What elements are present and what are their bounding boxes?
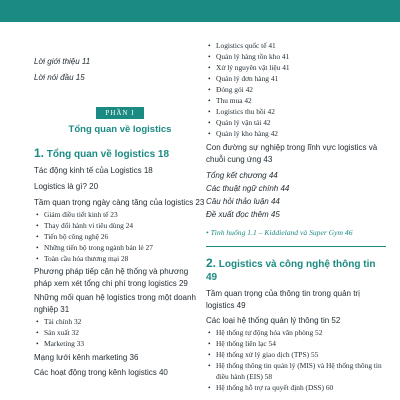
toc-entry-foreword: Lời giới thiệu 11 (34, 57, 91, 66)
toc-subentry: • Hệ thống thông tin quản lý (MIS) và Hệ thống thông tin điều hành (EIS) 58 (206, 360, 386, 382)
toc-subentry: • Đóng gói 42 (206, 84, 386, 95)
toc-subentry: • Thay đổi hành vi tiêu dùng 24 (34, 220, 206, 231)
toc-subentry: • Hệ thống tự động hóa văn phòng 52 (206, 327, 386, 338)
toc-subentry: • Sản xuất 32 (34, 327, 206, 338)
header-band (0, 0, 400, 22)
toc-subentry: • Quản lý kho hàng 42 (206, 128, 386, 139)
part-heading (34, 102, 206, 135)
toc-entry-summary: Tổng kết chương 44 (206, 171, 278, 180)
toc-entry: Tác động kinh tế của Logistics 18 (34, 166, 153, 175)
toc-subentry: • Quản lý hàng tồn kho 41 (206, 51, 386, 62)
toc-entry-readings: Đề xuất đọc thêm 45 (206, 210, 280, 219)
toc-entry: Tầm quan trọng ngày càng tăng của logistics 23 (34, 198, 205, 207)
toc-subentry: • Xử lý nguyên vật liệu 41 (206, 62, 386, 73)
toc-subentry: • Logistics quốc tế 41 (206, 40, 386, 51)
chapter-2-number: 2. (206, 256, 217, 270)
part-badge: PHẦN I (96, 107, 143, 119)
toc-subentry: • Quản lý đơn hàng 41 (206, 73, 386, 84)
toc-entry-key-terms: Các thuật ngữ chính 44 (206, 184, 290, 193)
divider (206, 246, 386, 247)
toc-subentry: • Giảm điều tiết kinh tế 23 (34, 209, 206, 220)
toc-entry: Tầm quan trọng của thông tin trong quản trị logistics 49 (206, 289, 360, 310)
toc-subentry: • Marketing 33 (34, 338, 206, 349)
chapter-1-heading (34, 147, 206, 161)
toc-subentry: • Quản lý vận tải 42 (206, 117, 386, 128)
chapter-2-heading (206, 257, 386, 284)
toc-entry: Logistics là gì? 20 (34, 182, 99, 191)
toc-subentry: • Thu mua 42 (206, 95, 386, 106)
toc-subentry: • Hệ thống hỗ trợ ra quyết định (DSS) 60 (206, 382, 386, 393)
toc-right-column (206, 40, 386, 393)
toc-entry-preface: Lời nói đầu 15 (34, 73, 85, 82)
toc-entry-questions: Câu hỏi thảo luận 44 (206, 197, 280, 206)
toc-subentry: • Toàn cầu hóa thương mại 28 (34, 253, 206, 264)
toc-subentry: • Tài chính 32 (34, 316, 206, 327)
case-bullet: • (206, 228, 211, 237)
toc-entry: Những mối quan hệ logistics trong một doanh nghiệp 31 (34, 293, 196, 314)
case-label: Tình huống 1.1 – Kiddieland và Super Gym 46 (210, 228, 353, 237)
toc-subentry: • Hệ thống liên lạc 54 (206, 338, 386, 349)
toc-entry: Mạng lưới kênh marketing 36 (34, 353, 139, 362)
toc-entry: Các hoạt động trong kênh logistics 40 (34, 368, 168, 377)
toc-left-column (34, 56, 206, 379)
toc-subentry: • Những tiến bộ trong ngành bán lẻ 27 (34, 242, 206, 253)
toc-entry: Phương pháp tiếp cận hệ thống và phương pháp xem xét tổng chi phí trong logistics 29 (34, 267, 189, 288)
toc-entry-case-study (206, 227, 386, 238)
toc-subentry: • Tiến bộ công nghệ 26 (34, 231, 206, 242)
chapter-1-title: Tổng quan về logistics 18 (44, 149, 170, 160)
chapter-2-title: Logistics và công nghệ thông tin 49 (206, 259, 376, 283)
part-title: Tổng quan về logistics (68, 124, 172, 135)
toc-entry-career: Con đường sự nghiệp trong lĩnh vực logistics và chuỗi cung ứng 43 (206, 143, 378, 164)
chapter-1-number: 1. (34, 146, 45, 160)
toc-subentry: • Hệ thống xử lý giao dịch (TPS) 55 (206, 349, 386, 360)
toc-subentry: • Logistics thu hồi 42 (206, 106, 386, 117)
toc-entry: Các loại hệ thống quản lý thông tin 52 (206, 316, 341, 325)
